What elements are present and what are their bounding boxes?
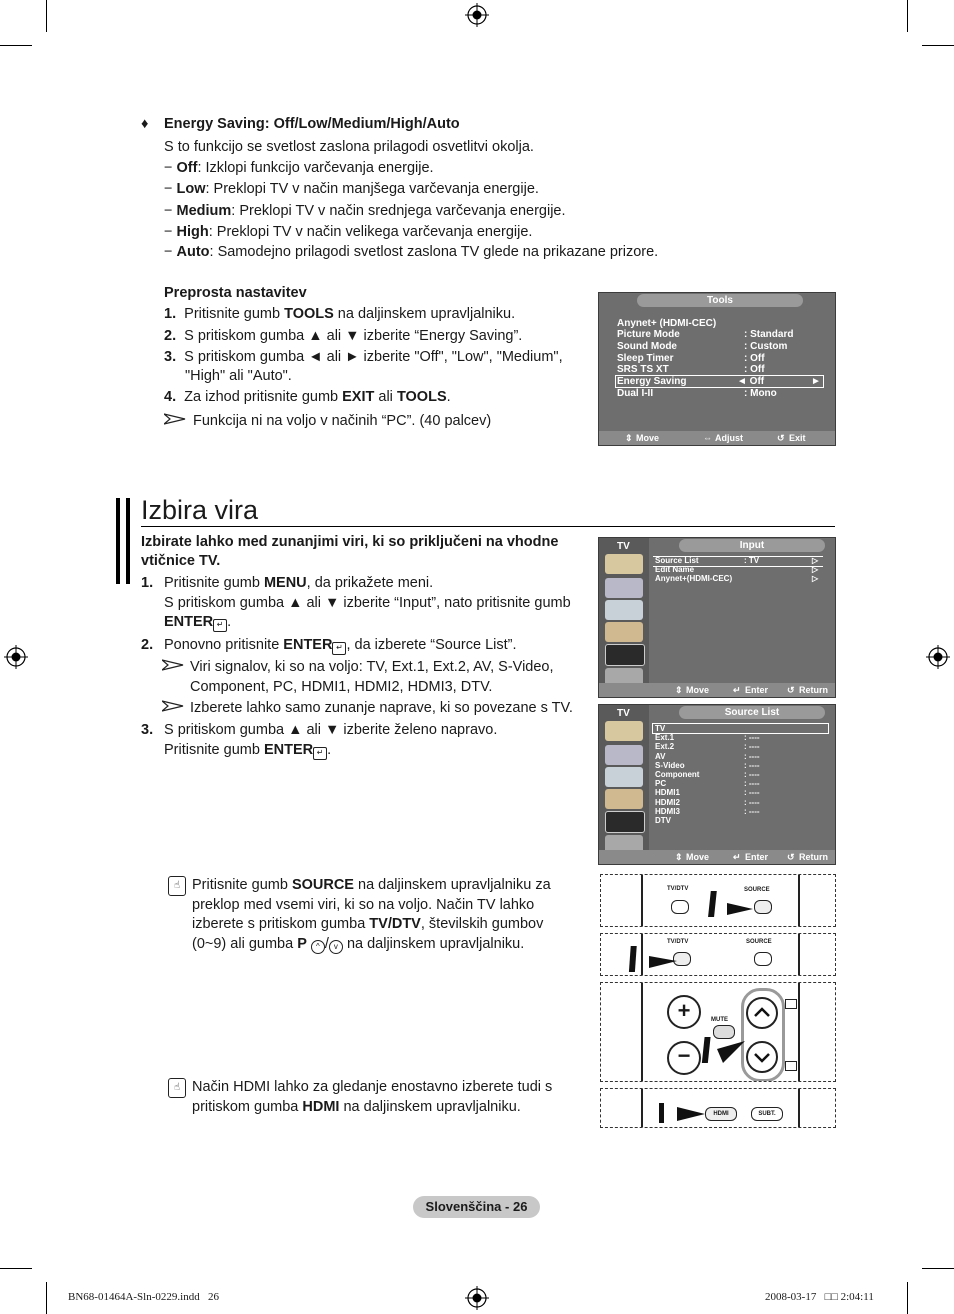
channel-up-icon: ^ <box>311 940 325 954</box>
tools-row-value: : Off <box>744 353 765 364</box>
tvdtv-label: TV/DTV <box>667 886 689 892</box>
note-external: Izberete lahko samo zunanje naprave, ki so povezane s TV. <box>190 700 573 716</box>
source-row-value: : ---- <box>744 806 760 816</box>
source-note-line-3: izberete s pritiskom gumba TV/DTV, številskih gumbov <box>192 916 544 932</box>
input-osd-footer <box>599 683 835 697</box>
footer-enter: Enter <box>745 685 769 695</box>
registration-mark-icon <box>926 645 950 669</box>
picture-icon <box>605 721 643 741</box>
hdmi-note-line-1: Način HDMI lahko za gledanje enostavno izberete tudi s <box>192 1079 553 1095</box>
tools-row-label: Energy Saving <box>617 376 687 387</box>
pointer-arrow-icon <box>701 889 761 921</box>
hdmi-note-line-2: pritiskom gumba HDMI na daljinskem upravljalniku. <box>192 1099 521 1115</box>
tools-osd-footer <box>599 431 835 445</box>
remote-hand-icon: ☝ <box>168 1078 186 1098</box>
enter-icon: ↵ <box>733 852 741 862</box>
easy-step-1: 1. Pritisnite gumb TOOLS na daljinskem upravljalniku. <box>164 306 516 322</box>
note-arrow-icon <box>162 700 184 712</box>
step-1-line-2: S pritiskom gumba ▲ ali ▼ izberite “Input”, nato pritisnite gumb <box>164 595 571 611</box>
info-icon <box>785 999 797 1009</box>
guide-icon <box>785 1061 797 1071</box>
footer-move: Move <box>636 433 660 443</box>
enter-icon: ↵ <box>213 619 227 632</box>
print-file-name: BN68-01464A-Sln-0229.indd 26 <box>68 1291 219 1303</box>
source-row-value: : ---- <box>744 760 760 770</box>
tools-row-label: SRS TS XT <box>617 364 669 375</box>
source-osd-footer <box>599 850 835 864</box>
crop-mark <box>907 0 908 32</box>
enter-icon: ↵ <box>733 685 741 695</box>
registration-mark-icon <box>465 1286 489 1310</box>
input-osd-screen <box>598 537 836 698</box>
tvdtv-label: TV/DTV <box>667 939 689 945</box>
tvdtv-button[interactable] <box>671 900 689 914</box>
source-row-label: DTV <box>655 816 671 825</box>
registration-mark-icon <box>4 645 28 669</box>
input-osd-title: Input <box>679 539 825 552</box>
channel-down-icon: v <box>329 940 343 954</box>
setup-icon <box>605 622 643 642</box>
hdmi-button[interactable]: HDMI <box>705 1107 737 1121</box>
remote-illustration-tvdtv <box>600 933 836 976</box>
move-icon: ⇕ <box>675 852 683 862</box>
easy-step-3: 3. S pritiskom gumba ◄ ali ► izberite "Off", "Low", "Medium", <box>164 349 563 365</box>
source-row-label: TV <box>655 724 666 733</box>
energy-option-medium: − Medium: Preklopi TV v način srednjega varčevanja energije. <box>164 203 566 219</box>
channel-up-button[interactable] <box>746 997 778 1029</box>
step-1-number: 1. <box>141 575 154 591</box>
tools-row-value: : Off <box>744 364 765 375</box>
source-row-label: HDMI2 <box>655 797 680 807</box>
adjust-icon: ⇔ <box>703 433 712 443</box>
picture-icon <box>605 554 643 574</box>
source-row-label: HDMI3 <box>655 806 680 816</box>
expand-arrow-icon: ▷ <box>812 556 819 565</box>
osd-sidebar <box>599 705 649 850</box>
input-row-value: : TV <box>744 556 760 565</box>
easy-setting-title: Preprosta nastavitev <box>164 285 307 301</box>
source-row-value: : ---- <box>744 797 760 807</box>
easy-step-3-cont: "High" ali "Auto". <box>185 368 292 384</box>
energy-saving-heading: Energy Saving: Off/Low/Medium/High/Auto <box>164 116 460 132</box>
tools-row-label: Picture Mode <box>617 329 680 340</box>
move-icon: ⇕ <box>625 433 633 443</box>
bullet-icon: ♦ <box>141 116 149 132</box>
sound-icon <box>605 745 643 765</box>
channel-icon <box>605 767 643 787</box>
crop-mark <box>46 1282 47 1314</box>
source-row-value: : ---- <box>744 779 760 789</box>
footer-adjust: Adjust <box>715 433 743 443</box>
source-label: SOURCE <box>746 939 772 945</box>
note-signals-cont: Component, PC, HDMI1, HDMI2, HDMI3, DTV. <box>190 679 493 695</box>
source-row-value: : ---- <box>744 788 760 798</box>
source-note-line-4: (0~9) ali gumba P ^ / v na daljinskem upravljalniku. <box>192 936 525 952</box>
step-3: S pritiskom gumba ▲ ali ▼ izberite želeno napravo. <box>164 722 498 738</box>
remote-illustration-source <box>600 874 836 927</box>
energy-option-high: − High: Preklopi TV v način velikega varčevanja energije. <box>164 224 533 240</box>
section-title: Izbira vira <box>141 495 259 525</box>
return-icon: ↺ <box>777 433 785 443</box>
note-arrow-icon <box>164 413 186 425</box>
section-intro-cont: vtičnice TV. <box>141 553 221 569</box>
input-row-label: Edit Name <box>655 565 695 574</box>
crop-mark <box>0 1268 32 1269</box>
source-row-value: : ---- <box>744 770 760 779</box>
tools-osd-title: Tools <box>637 294 803 307</box>
source-list-osd-title: Source List <box>679 706 825 719</box>
tools-row-label: Sound Mode <box>617 341 677 352</box>
step-3-line-2: Pritisnite gumb ENTER ↵ . <box>164 742 332 758</box>
input-icon <box>605 644 645 666</box>
crop-mark <box>907 1282 908 1314</box>
source-row-label: AV <box>655 751 666 761</box>
source-list-osd-screen <box>598 704 836 865</box>
mute-label: MUTE <box>711 1017 728 1023</box>
source-row-label: S-Video <box>655 760 685 770</box>
page-number-badge: Slovenščina - 26 <box>413 1196 540 1218</box>
source-button[interactable] <box>754 952 772 966</box>
source-row-label: Ext.2 <box>655 742 675 752</box>
tools-row-label: Dual I-II <box>617 388 654 399</box>
right-arrow-icon: ► <box>811 376 821 387</box>
tools-row-value: : Custom <box>744 341 788 352</box>
osd-tv-label: TV <box>617 541 630 552</box>
section-side-bar-gap <box>120 498 126 584</box>
tools-row-value: ◄ Off <box>737 376 765 387</box>
remote-illustration-hdmi <box>600 1088 836 1128</box>
sound-icon <box>605 578 643 598</box>
footer-return: Return <box>799 852 828 862</box>
tools-row-value: : Mono <box>744 388 777 399</box>
tools-row-label: Anynet+ (HDMI-CEC) <box>617 318 717 329</box>
tools-osd-screen <box>598 292 836 446</box>
remote-hand-icon: ☝ <box>168 876 186 896</box>
volume-down-button[interactable]: − <box>667 1041 701 1075</box>
pointer-arrow-icon <box>653 1101 709 1125</box>
section-intro: Izbirate lahko med zunanjimi viri, ki so priključeni na vhodne <box>141 534 559 550</box>
registration-mark-icon <box>465 3 489 27</box>
source-row-label: Ext.1 <box>655 733 675 743</box>
remote-illustration-channel <box>600 982 836 1082</box>
easy-note: Funkcija ni na voljo v načinih “PC”. (40 palcev) <box>193 413 492 429</box>
chevron-up-icon <box>748 999 776 1027</box>
easy-step-4: 4. Za izhod pritisnite gumb EXIT ali TOOLS. <box>164 389 451 405</box>
footer-move: Move <box>686 852 710 862</box>
return-icon: ↺ <box>787 852 795 862</box>
source-row-label: HDMI1 <box>655 788 680 798</box>
source-row-value: : ---- <box>744 751 760 761</box>
energy-option-low: − Low: Preklopi TV v način manjšega varčevanja energije. <box>164 181 539 197</box>
section-rule <box>141 526 835 527</box>
tools-row-label: Sleep Timer <box>617 353 674 364</box>
expand-arrow-icon: ▷ <box>812 565 819 574</box>
print-timestamp: 2008-03-17 □□ 2:04:11 <box>765 1291 874 1303</box>
step-3-number: 3. <box>141 722 154 738</box>
source-row-value: : ---- <box>744 742 760 752</box>
enter-icon: ↵ <box>313 747 327 760</box>
footer-enter: Enter <box>745 852 769 862</box>
input-icon <box>605 811 645 833</box>
move-icon: ⇕ <box>675 685 683 695</box>
input-row-label: Source List <box>655 556 699 565</box>
enter-icon: ↵ <box>332 642 346 655</box>
pointer-arrow-icon <box>699 1033 751 1067</box>
note-arrow-icon <box>162 659 184 671</box>
subtitle-button[interactable]: SUBT. <box>751 1107 783 1121</box>
step-2-number: 2. <box>141 637 154 653</box>
volume-up-button[interactable]: + <box>667 995 701 1029</box>
pointer-arrow-icon <box>627 942 687 974</box>
source-label: SOURCE <box>744 887 770 893</box>
footer-return: Return <box>799 685 828 695</box>
note-signals: Viri signalov, ki so na voljo: TV, Ext.1, Ext.2, AV, S-Video, <box>190 659 554 675</box>
setup-icon <box>605 789 643 809</box>
input-row-label: Anynet+(HDMI-CEC) <box>655 574 733 583</box>
source-row-label: PC <box>655 779 667 789</box>
step-1-line-3: ENTER ↵ . <box>164 614 232 630</box>
crop-mark <box>922 1268 954 1269</box>
footer-exit: Exit <box>789 433 806 443</box>
crop-mark <box>0 45 32 46</box>
footer-move: Move <box>686 685 710 695</box>
tools-row-value: : Standard <box>744 329 794 340</box>
return-icon: ↺ <box>787 685 795 695</box>
source-row-value: : ---- <box>744 733 760 743</box>
osd-tv-label: TV <box>617 708 630 719</box>
source-row-label: Component <box>655 770 700 779</box>
channel-icon <box>605 600 643 620</box>
crop-mark <box>46 0 47 32</box>
energy-intro: S to funkcijo se svetlost zaslona prilagodi osvetlitvi okolja. <box>164 139 534 155</box>
step-2: Ponovno pritisnite ENTER ↵ , da izberete “Source List”. <box>164 637 517 653</box>
easy-step-2: 2. S pritiskom gumba ▲ ali ▼ izberite “Energy Saving”. <box>164 328 523 344</box>
step-1: Pritisnite gumb MENU, da prikažete meni. <box>164 575 434 591</box>
osd-sidebar <box>599 538 649 683</box>
crop-mark <box>922 45 954 46</box>
source-note-line-1: Pritisnite gumb SOURCE na daljinskem upravljalniku za <box>192 877 551 893</box>
source-note-line-2: preklop med vsemi viri, ki so na voljo. Način TV lahko <box>192 897 535 913</box>
energy-option-off: − Off: Izklopi funkcijo varčevanja energije. <box>164 160 434 176</box>
source-row-highlight[interactable] <box>652 723 829 734</box>
expand-arrow-icon: ▷ <box>812 574 819 583</box>
energy-option-auto: − Auto: Samodejno prilagodi svetlost zaslona TV glede na prikazane prizore. <box>164 244 659 260</box>
chevron-down-icon <box>748 1043 776 1071</box>
